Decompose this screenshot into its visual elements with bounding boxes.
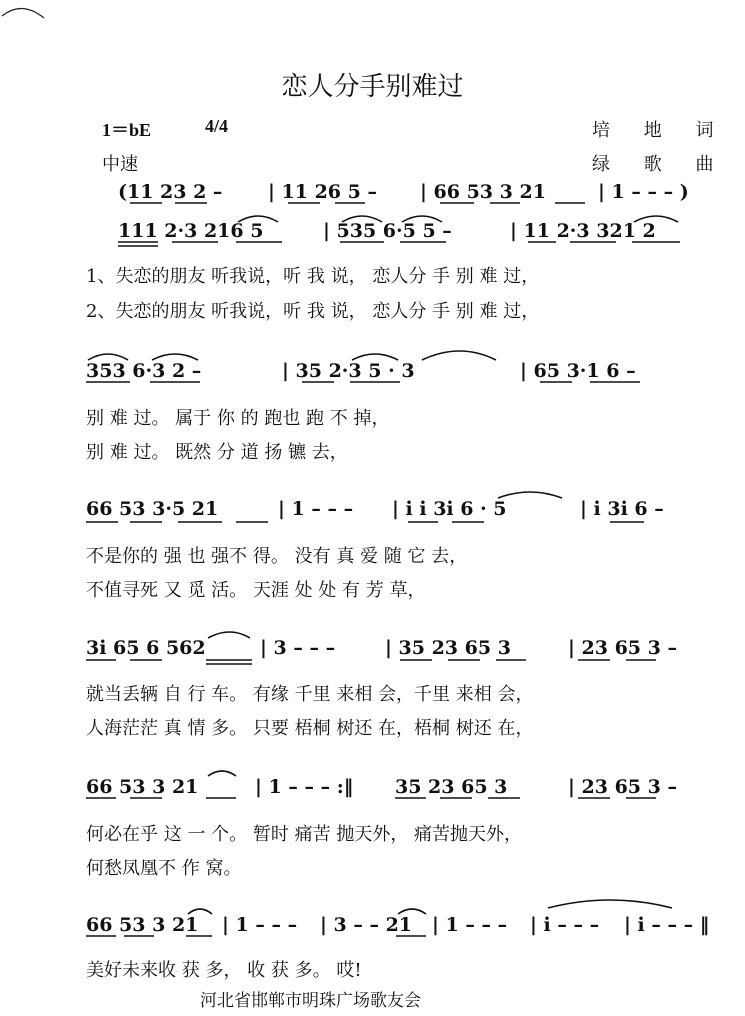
system-1-measure-1: (11 23 2 – — [118, 181, 223, 203]
system-7-measure-2: | 1 – – – — [222, 914, 298, 936]
system-7-measure-1: 66 53 3 21 — [86, 914, 199, 936]
system-3-measure-1: 353 6·3 2 – — [86, 360, 202, 382]
system-4-measure-1: 66 53 3·5 21 — [86, 498, 219, 520]
system-6-measure-3: 35 23 65 3 — [395, 776, 508, 798]
system-7-lyric: 美好未来收 获 多， 收 获 多。 哎! — [86, 960, 362, 981]
system-7-markings — [0, 900, 745, 944]
system-2-lyric-verse-2: 2、失恋的朋友 听我说，听 我 说， 恋人分 手 别 难 过， — [86, 301, 540, 322]
system-4-markings — [0, 486, 745, 530]
composer-credit: 绿 歌 曲 — [592, 154, 728, 175]
tempo-marking: 中速 — [102, 154, 138, 175]
system-3-measure-2: | 35 2·3 5 · 3 — [282, 360, 415, 382]
system-1-measure-2: | 11 26 5 – — [268, 181, 377, 203]
footer-credit: 河北省邯郸市明珠广场歌友会 — [200, 991, 421, 1011]
system-5-lyric-verse-1: 就当丢辆 自 行 车。 有缘 千里 来相 会，千里 来相 会， — [86, 684, 534, 705]
system-2-measure-1: 111 2·3 216 5 — [118, 220, 264, 242]
lyricist-credit: 培 地 词 — [592, 120, 728, 141]
system-7-measure-4: | 1 – – – — [432, 914, 508, 936]
system-1-underlines — [0, 172, 745, 212]
system-6-measure-2: | 1 – – – :‖ — [255, 776, 354, 798]
corner-arc-decoration — [0, 0, 60, 30]
system-5-lyric-verse-2: 人海茫茫 真 情 多。 只要 梧桐 树还 在，梧桐 树还 在， — [86, 718, 534, 739]
system-6-lyric-verse-1: 何必在乎 这 一 个。 暂时 痛苦 抛天外， 痛苦抛天外， — [86, 824, 523, 845]
system-4-measure-4: | i 3i 6 – — [580, 498, 664, 520]
system-5-measure-1: 3i 65 6 562 — [86, 637, 206, 659]
system-3-lyric-verse-1: 别 难 过。 属于 你 的 跑也 跑 不 掉， — [86, 408, 390, 429]
system-2-markings — [0, 208, 745, 252]
system-2-lyric-verse-1: 1、失恋的朋友 听我说，听 我 说， 恋人分 手 别 难 过， — [86, 266, 540, 287]
song-title: 恋人分手别难过 — [281, 72, 464, 102]
system-7-measure-6: | i – – – ‖ — [624, 914, 710, 936]
system-6-markings — [0, 762, 745, 806]
system-1-measure-3: | 66 53 3 21 — [420, 181, 546, 203]
system-5-measure-2: | 3 – – – — [260, 637, 336, 659]
time-signature: 4/4 — [205, 116, 229, 136]
system-4-lyric-verse-2: 不值寻死 又 觅 活。 天涯 处 处 有 芳 草， — [86, 580, 426, 601]
system-6-measure-4: | 23 65 3 – — [568, 776, 677, 798]
system-7-measure-3: | 3 – – 21 — [320, 914, 413, 936]
system-3-markings — [0, 346, 745, 390]
system-2-measure-2: | 535 6·5 5 – — [323, 220, 452, 242]
system-3-lyric-verse-2: 别 难 过。 既然 分 道 扬 镳 去， — [86, 442, 348, 463]
system-6-measure-1: 66 53 3 21 — [86, 776, 199, 798]
system-2-measure-3: | 11 2·3 321 2 — [510, 220, 656, 242]
system-1-measure-4: | 1 – – – ) — [598, 181, 689, 203]
system-4-measure-2: | 1 – – – — [278, 498, 354, 520]
key-signature: 1＝bE — [102, 120, 152, 140]
system-5-measure-4: | 23 65 3 – — [568, 637, 677, 659]
system-5-measure-3: | 35 23 65 3 — [385, 637, 511, 659]
system-7-measure-5: | i – – – — [530, 914, 600, 936]
system-5-markings — [0, 624, 745, 668]
system-3-measure-3: | 65 3·1 6 – — [520, 360, 636, 382]
system-4-measure-3: | i i 3i 6 · 5 — [392, 498, 507, 520]
system-6-lyric-verse-2: 何愁凤凰不 作 窝。 — [86, 858, 242, 879]
system-4-lyric-verse-1: 不是你的 强 也 强不 得。 没有 真 爱 随 它 去， — [86, 546, 468, 567]
